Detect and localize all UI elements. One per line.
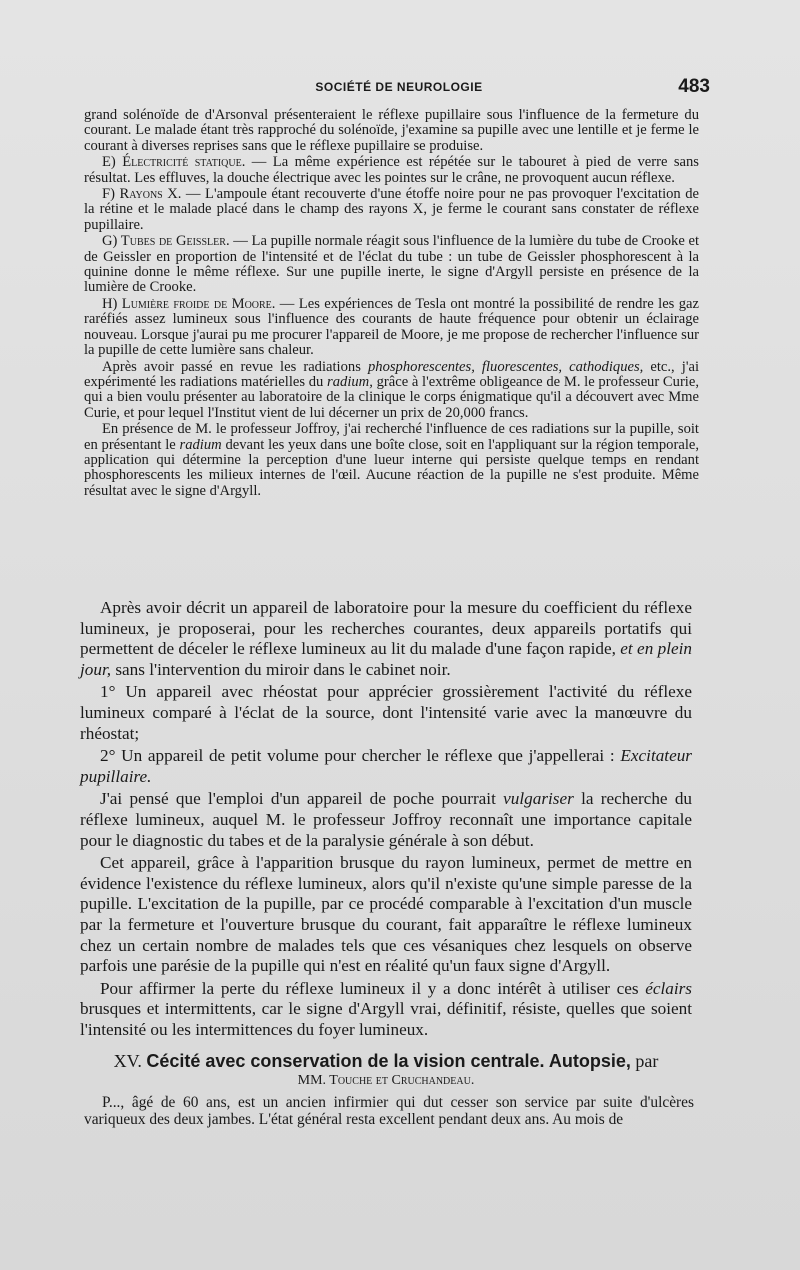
paragraph-moore xyxy=(84,297,699,359)
text-radium-italic: radium, xyxy=(327,373,373,390)
text-excitateur-a: 2° Un appareil de petit volume pour chercher le réflexe que j'appellerai : xyxy=(100,746,615,766)
text-radiations-c: grâce à l'extrême obligeance de M. le professeur Curie, qui a bien voulu présenter au laboratoire de la clinique le corps énigmatique qu'il a découvert avec Mme Curie, et pour lequel l'Institut vient de lui décerner un prix de 20,000 francs. xyxy=(84,373,699,421)
text-apparatus-italic: et en plein jour, xyxy=(80,639,693,679)
heading-static-electricity: E) Électricité statique. — xyxy=(102,154,267,171)
text-joffroy-b: devant les yeux dans une boîte close, soit en l'appliquant sur la région temporale, application qui détermine la perception d'une lueur interne qui persiste quelque temps en rendant phosphorescents les milieux internes de l'œil. Aucune réaction de la pupille ne s'est produite. Même résultat avec le signe d'Argyll. xyxy=(84,436,699,499)
text-flashes-italic: éclairs xyxy=(645,978,692,998)
page-number: 483 xyxy=(678,76,710,97)
section-heading xyxy=(80,1050,692,1090)
text-flashes-b: brusques et intermittents, car le signe d'Argyll vrai, définitif, résiste, quelles que soient l'intensité ou les intermittences du foyer lumineux. xyxy=(80,999,692,1039)
heading-moore: H) Lumière froide de Moore. — xyxy=(102,295,295,312)
section-authors: MM. Touche et Cruchandeau. xyxy=(297,1073,475,1088)
text-apparatus-b: sans l'intervention du miroir dans le cabinet noir. xyxy=(115,659,451,679)
text-flashes-a: Pour affirmer la perte du réflexe lumineux il y a donc intérêt à utiliser ces xyxy=(100,978,639,998)
text-static-electricity: La même expérience est répétée sur le tabouret à pied de verre sans résultat. Les effluves, la douche électrique avec les pointes sur le crâne, ne provoquent aucun réflexe. xyxy=(84,154,699,186)
heading-x-rays: F) Rayons X. — xyxy=(102,186,201,203)
paragraph-apparatus xyxy=(80,598,692,680)
text-pocket-a: J'ai pensé que l'emploi d'un appareil de poche pourrait xyxy=(100,789,496,809)
paragraph-excitateur xyxy=(80,746,692,787)
paragraph-device-effect: Cet appareil, grâce à l'apparition brusque du rayon lumineux, permet de mettre en évidence l'existence du réflexe lumineux, alors qu'il n'existe qu'une simple paresse de la pupille. L'excitation de la pupille, par ce procédé comparable à l'excitation d'un muscle par la fermeture et l'ouverture brusque du courant, fait apparaître le réflexe lumineux chez un certain nombre de malades tels que ces vésaniques chez lesquels on observe parfois une parésie de la pupille qui n'est en réalité qu'un faux signe d'Argyll. xyxy=(80,853,692,976)
text-excitateur-italic: Excitateur pupillaire. xyxy=(80,746,692,786)
section-number: XV. xyxy=(113,1051,142,1071)
paragraph-geissler xyxy=(84,234,699,296)
paragraph-x-rays xyxy=(84,187,699,233)
section-title: Cécité avec conservation de la vision centrale. Autopsie, xyxy=(146,1051,631,1071)
text-joffroy-italic: radium xyxy=(179,436,222,453)
text-x-rays: L'ampoule étant recouverte d'une étoffe noire pour ne pas provoquer l'excitation de la rétine et le malade placé dans le champ des rayons X, je ferme le courant sans constater de réflexe pupillaire. xyxy=(84,186,699,233)
paragraph-flashes xyxy=(80,979,692,1041)
tail-block xyxy=(84,1094,694,1128)
text-radiations-italic: phosphorescentes, fluorescentes, cathodiques, xyxy=(367,358,644,375)
running-title: SOCIÉTÉ DE NEUROLOGIE xyxy=(315,80,483,94)
paragraph-rheostat: 1° Un appareil avec rhéostat pour apprécier grossièrement l'activité du réflexe lumineux comparé à l'éclat de la source, dont l'intensité varie avec la manœuvre du rhéostat; xyxy=(80,682,692,743)
text-pocket-italic: vulgariser xyxy=(503,789,574,809)
text-apparatus-a: Après avoir décrit un appareil de laboratoire pour la mesure du coefficient du réflexe lumineux, je proposerai, pour les recherches courantes, deux appareils portatifs qui permettent de déceler le réflexe lumineux au lit du malade d'une façon rapide, xyxy=(80,598,692,659)
paragraph-static-electricity xyxy=(84,155,699,186)
small-print-block xyxy=(84,108,699,500)
page-header xyxy=(84,76,714,98)
paragraph-solenoid: grand solénoïde de d'Arsonval présenteraient le réflexe pupillaire sous l'influence de la fermeture du courant. Le malade étant très rapproché du solénoïde, j'examine sa pupille avec une lentille et je ferme le courant à diverses reprises sans que le réflexe pupillaire se produise. xyxy=(84,107,699,154)
paragraph-case-intro: P..., âgé de 60 ans, est un ancien infirmier qui dut cesser son service par suite d'ulcères variqueux des deux jambes. L'état général resta excellent pendant deux ans. Au mois de xyxy=(84,1094,694,1128)
section-par: par xyxy=(635,1051,659,1071)
paragraph-joffroy xyxy=(84,422,699,499)
text-geissler: La pupille normale réagit sous l'influence de la lumière du tube de Crooke et de Geissler en proportion de l'intensité et de l'éclat du tube : un tube de Geissler phosphorescent à la quinine donne le même réflexe. Sur une pupille inerte, le signe d'Argyll persiste en présence de la lumière de Crooke. xyxy=(84,233,699,296)
paragraph-radiations xyxy=(84,360,699,422)
text-pocket-b: la recherche du réflexe lumineux, auquel M. le professeur Joffroy reconnaît une importance capitale pour le diagnostic du tabes et de la paralysie générale à son début. xyxy=(80,789,693,850)
text-radiations-b: etc., j'ai expérimenté les radiations matérielles du xyxy=(84,358,699,390)
paragraph-pocket-device xyxy=(80,789,692,851)
text-moore: Les expériences de Tesla ont montré la possibilité de rendre les gaz raréfiés assez lumineux sous l'influence des courants de haute fréquence pour obtenir un éclairage nouveau. Lorsque j'aurai pu me procurer l'appareil de Moore, je me propose de rechercher l'influence sur la pupille de cette lumière sans chaleur. xyxy=(84,295,699,359)
text-joffroy-a: En présence de M. le professeur Joffroy, j'ai recherché l'influence de ces radiations sur la pupille, soit en présentant le xyxy=(84,421,699,453)
main-text-block xyxy=(80,598,692,1042)
heading-geissler: G) Tubes de Geissler. — xyxy=(102,233,248,250)
text-radiations-a: Après avoir passé en revue les radiations xyxy=(102,358,361,375)
